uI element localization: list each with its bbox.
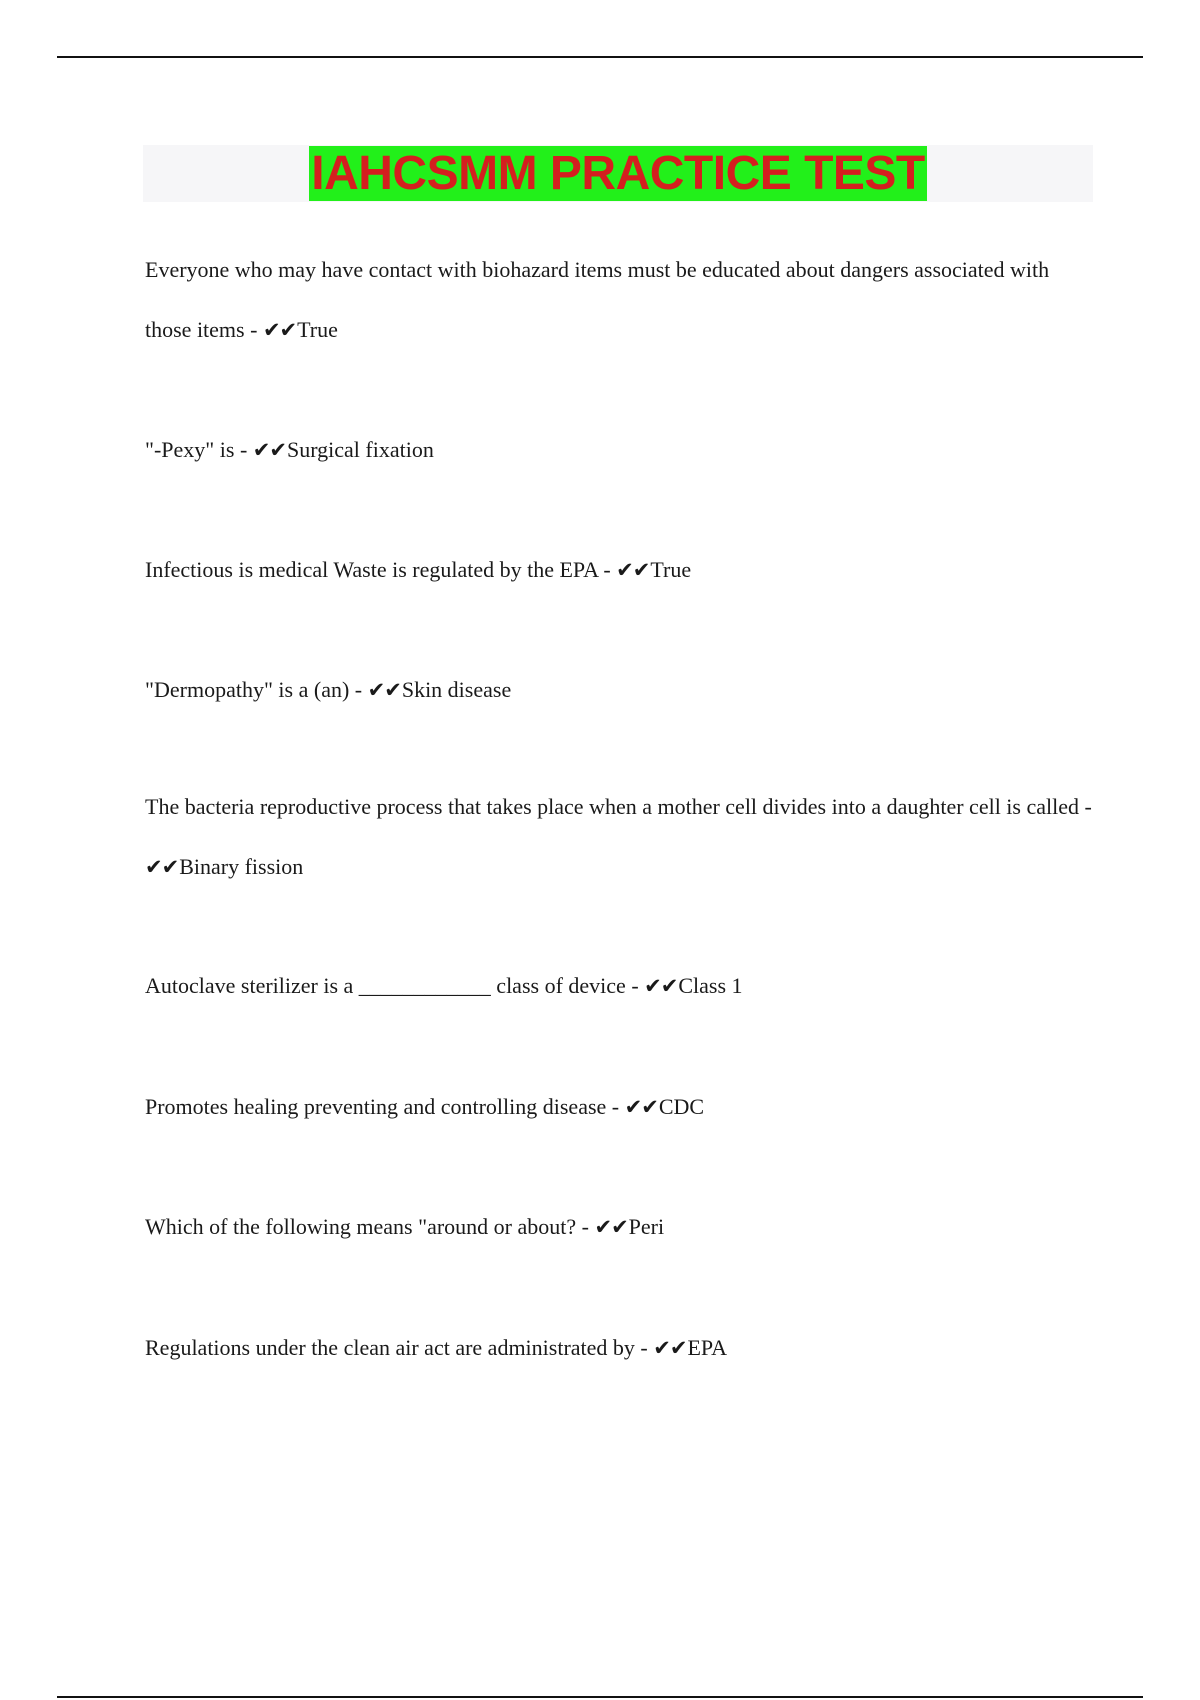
qa-item-1 [145,240,1095,360]
double-check-icon: ✔✔ [594,1215,628,1239]
answer-text: Class 1 [678,973,743,998]
question-text: Autoclave sterilizer is a ____________ class of device [145,973,626,998]
separator: - [234,437,253,462]
separator: - [244,317,263,342]
question-text: Regulations under the clean air act are administrated by [145,1335,635,1360]
answer-text: CDC [658,1094,705,1119]
qa-item-5 [145,777,1095,897]
separator: - [349,677,368,702]
page-title: IAHCSMM PRACTICE TEST [311,147,925,200]
double-check-icon: ✔✔ [262,318,297,342]
separator: - [625,973,645,998]
answer-text: Skin disease [401,677,512,702]
question-text: Infectious is medical Waste is regulated by the EPA [145,557,598,582]
answer-text: Surgical fixation [287,437,434,462]
qa-item-9 [145,1318,1095,1378]
answer-text: Peri [628,1214,665,1239]
answer-text: EPA [687,1335,727,1360]
qa-item-7 [145,1077,1095,1137]
bottom-rule [57,1696,1143,1698]
answer-text: True [297,317,338,342]
double-check-icon: ✔✔ [653,1336,687,1360]
double-check-icon: ✔✔ [252,438,286,462]
top-rule [57,56,1143,58]
qa-item-4 [145,660,1095,720]
question-text: Which of the following means "around or about? [145,1214,577,1239]
qa-item-6 [145,956,1095,1016]
question-text: The bacteria reproductive process that takes place when a mother cell divides into a daughter cell is called [145,794,1080,819]
question-text: "-Pexy" is [145,437,235,462]
title-banner [143,145,1093,202]
answer-text: Binary fission [179,854,304,879]
separator: - [576,1214,595,1239]
double-check-icon: ✔✔ [644,974,678,998]
qa-item-8 [145,1197,1095,1257]
question-text: "Dermopathy" is a (an) [145,677,350,702]
qa-item-3 [145,540,1095,600]
separator: - [634,1335,654,1360]
separator: - [597,557,617,582]
answer-text: True [650,557,692,582]
question-text: Promotes healing preventing and controlling disease [145,1094,607,1119]
question-text: Everyone who may have contact with biohazard items must be educated about dangers associated with those items [145,257,1050,342]
separator: - [606,1094,625,1119]
separator: - [1079,794,1092,819]
double-check-icon: ✔✔ [367,678,401,702]
double-check-icon: ✔✔ [624,1095,658,1119]
double-check-icon: ✔✔ [616,558,650,582]
double-check-icon: ✔✔ [145,855,179,879]
qa-item-2 [145,420,1095,480]
